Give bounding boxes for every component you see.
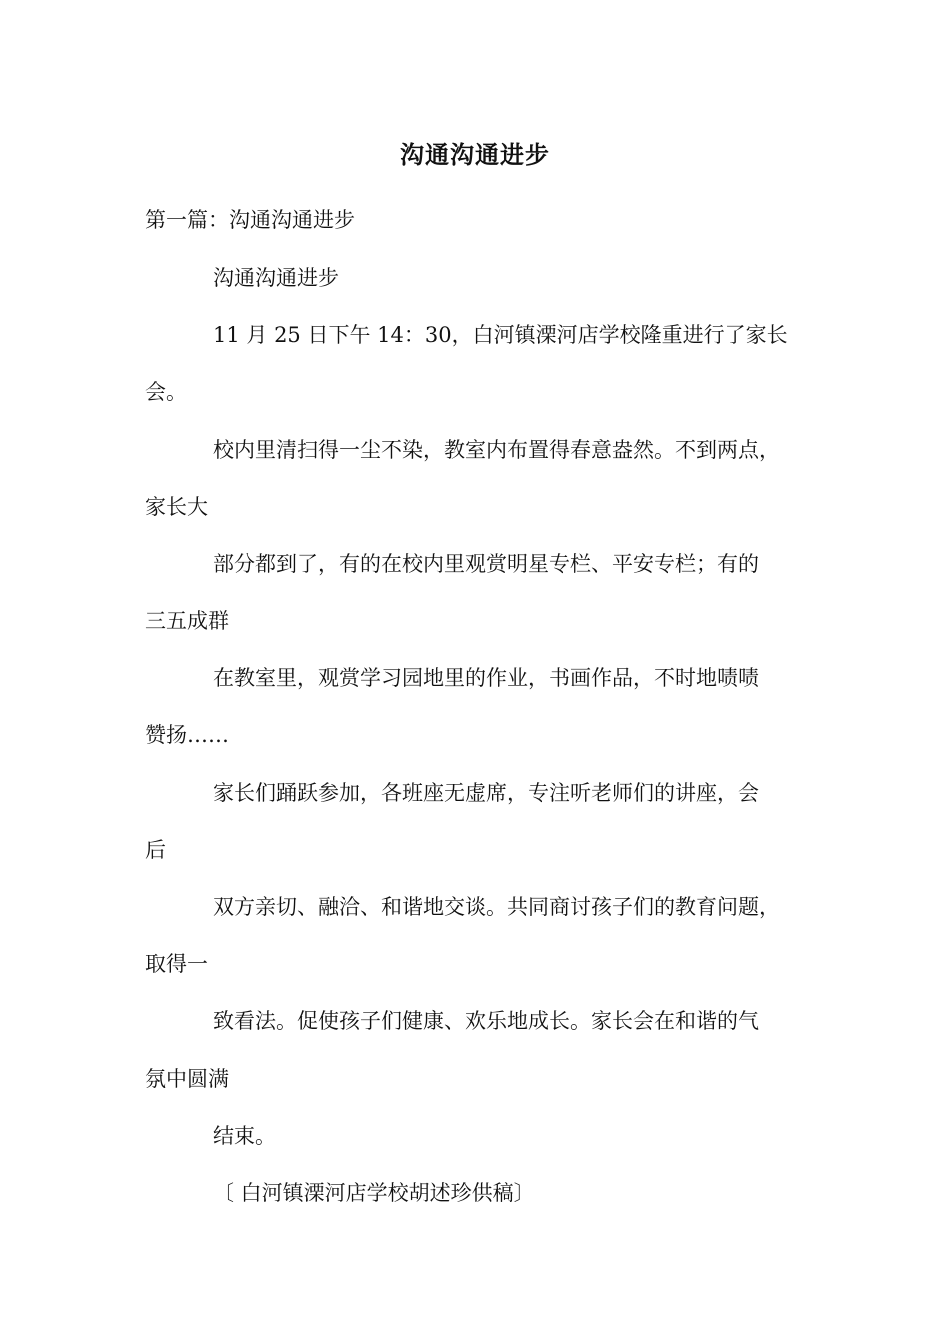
document-title: 沟通沟通进步 — [400, 140, 550, 169]
paragraph-line: 双方亲切、融洽、和谐地交谈。共同商讨孩子们的教育问题， — [213, 895, 780, 919]
paragraph-line: 后 — [145, 838, 166, 862]
paragraph-line: 三五成群 — [145, 609, 229, 633]
paragraph-line: 氛中圆满 — [145, 1067, 229, 1091]
paragraph-line: 结束。 — [213, 1124, 276, 1148]
credit-line: 〔 白河镇溧河店学校胡述珍供稿〕 — [213, 1181, 535, 1205]
paragraph-line: 致看法。促使孩子们健康、欢乐地成长。家长会在和谐的气 — [213, 1009, 759, 1033]
paragraph-line: 校内里清扫得一尘不染，教室内布置得春意盎然。不到两点， — [213, 438, 780, 462]
paragraph-line: 家长大 — [145, 495, 208, 519]
paragraph-line: 11 月 25 日下午 14：30，白河镇溧河店学校隆重进行了家长 — [213, 323, 788, 347]
section-heading: 第一篇：沟通沟通进步 — [145, 208, 355, 232]
subtitle: 沟通沟通进步 — [213, 266, 339, 290]
paragraph-line: 会。 — [145, 380, 187, 404]
paragraph-line: 赞扬…… — [145, 723, 229, 747]
paragraph-line: 部分都到了，有的在校内里观赏明星专栏、平安专栏；有的 — [213, 552, 759, 576]
paragraph-line: 家长们踊跃参加，各班座无虚席，专注听老师们的讲座，会 — [213, 781, 759, 805]
paragraph-line: 在教室里，观赏学习园地里的作业，书画作品，不时地啧啧 — [213, 666, 759, 690]
paragraph-line: 取得一 — [145, 952, 208, 976]
